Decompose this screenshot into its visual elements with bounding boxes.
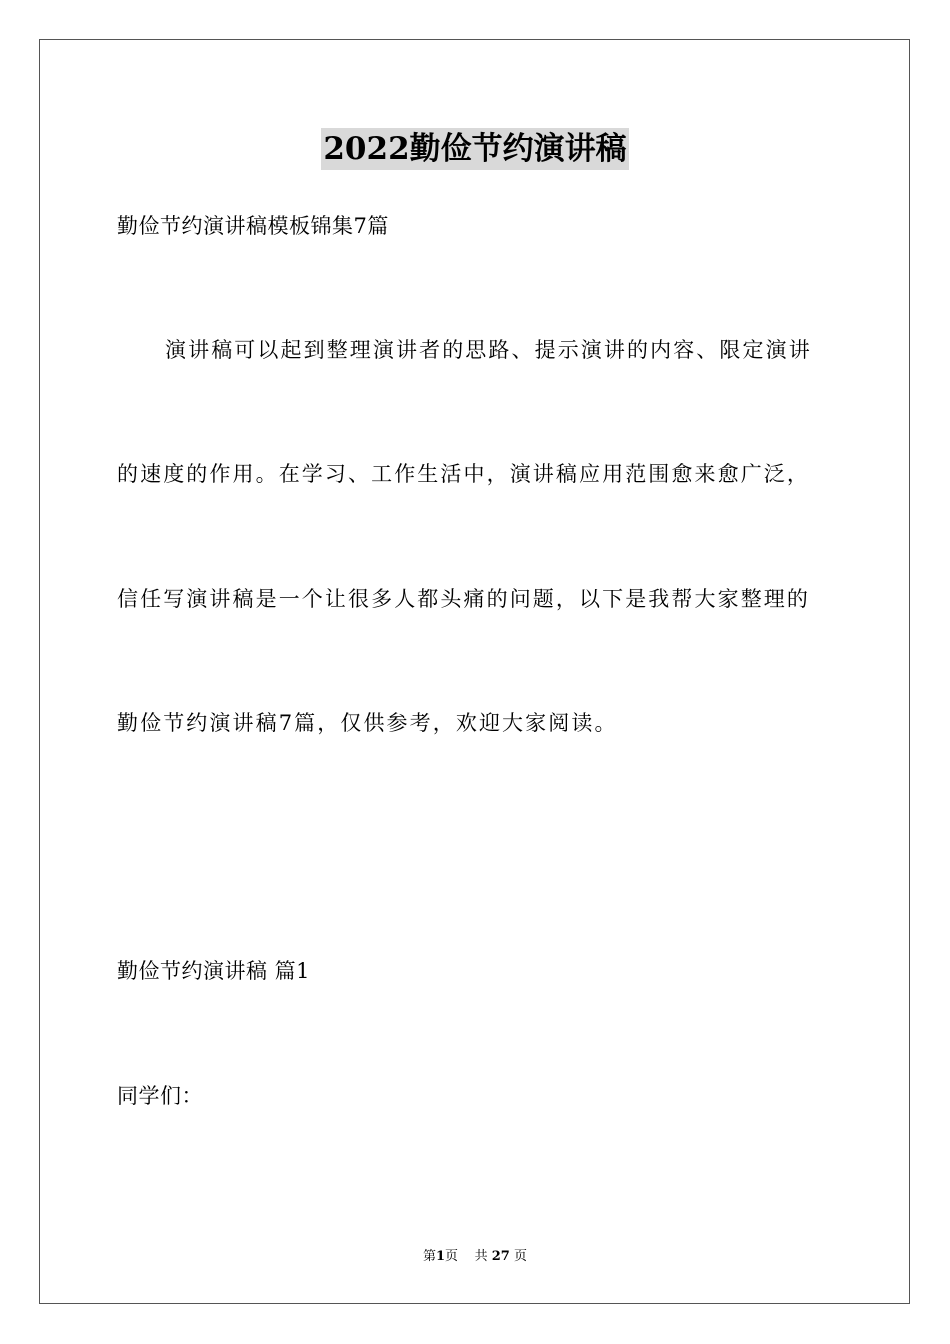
footer-page-suffix: 页 <box>445 1249 459 1264</box>
intro-line-4: 勤俭节约演讲稿7篇，仅供参考，欢迎大家阅读。 <box>117 711 618 735</box>
footer-current-page: 1 <box>436 1249 446 1264</box>
intro-line-3: 信任写演讲稿是一个让很多人都头痛的问题，以下是我帮大家整理的 <box>117 587 810 611</box>
page-footer <box>0 1247 950 1267</box>
greeting: 同学们： <box>117 1084 203 1108</box>
intro-line-1: 演讲稿可以起到整理演讲者的思路、提示演讲的内容、限定演讲 <box>165 338 812 362</box>
footer-total-prefix: 共 <box>474 1249 488 1264</box>
document-subtitle: 勤俭节约演讲稿模板锦集7篇 <box>117 214 389 238</box>
section-heading: 勤俭节约演讲稿 篇1 <box>117 959 311 983</box>
footer-total-suffix: 页 <box>513 1249 527 1264</box>
document-title-text: 2022勤俭节约演讲稿 <box>321 128 628 170</box>
intro-line-2: 的速度的作用。在学习、工作生活中，演讲稿应用范围愈来愈广泛， <box>117 462 810 486</box>
footer-page-prefix: 第 <box>422 1249 436 1264</box>
document-title <box>0 128 950 176</box>
footer-total-pages: 27 <box>491 1249 510 1264</box>
